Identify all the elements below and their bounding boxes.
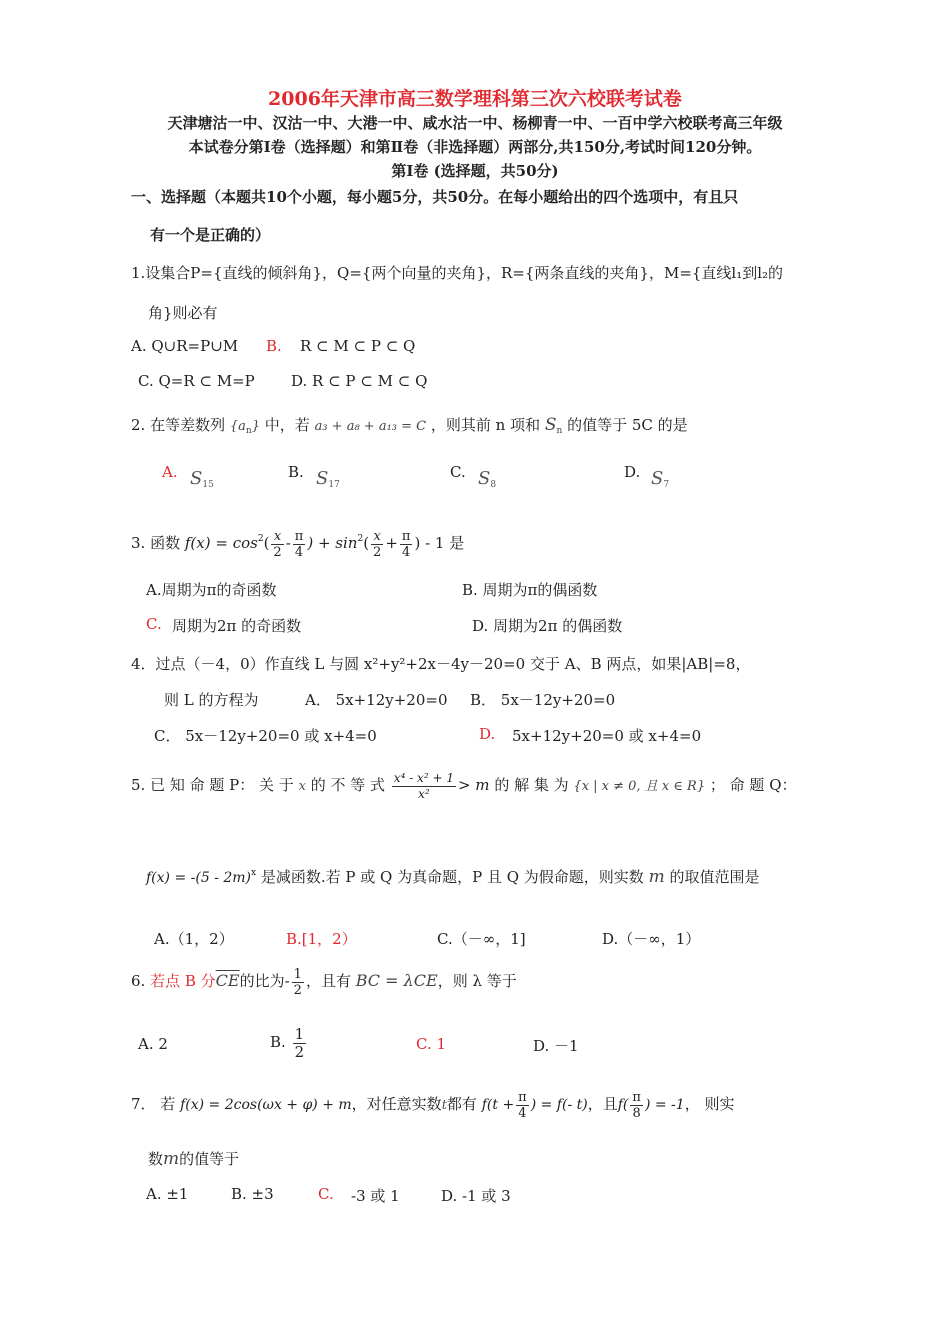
q3-option-a: A.周期为π的奇函数 xyxy=(146,581,277,599)
section-instructions-2: 有一个是正确的） xyxy=(150,226,271,244)
q6-equation: BC = λCE xyxy=(355,971,438,990)
q4-option-c: C． 5x－12y+20=0 或 x+4=0 xyxy=(154,727,377,745)
q6-pre: 6. xyxy=(131,972,146,990)
q1-option-b-label: B. xyxy=(266,337,282,355)
q6-num: 1 xyxy=(293,966,302,982)
q3-num: π xyxy=(401,528,411,544)
q3-open1: ( xyxy=(263,534,270,552)
q7-frac-pi4 xyxy=(516,1090,529,1121)
q5-mid: 的 不 等 式 xyxy=(310,776,386,794)
q7-stem-line1 xyxy=(131,1086,734,1124)
q4-option-b: B． 5x－12y+20=0 xyxy=(470,691,616,709)
q3-option-b: B. 周期为π的偶函数 xyxy=(462,581,598,599)
q2-option-d xyxy=(651,468,669,490)
q6-option-a: A. 2 xyxy=(138,1035,168,1053)
q2-sum-var: S xyxy=(544,415,557,435)
q2-pre: 2. 在等差数列 xyxy=(131,416,226,434)
q7-mid2: 都有 xyxy=(446,1095,477,1113)
q1-option-b: R ⊂ M ⊂ P ⊂ Q xyxy=(300,337,416,355)
q5-pre: 5. 已 知 命 题 P： 关 于 xyxy=(131,776,294,794)
q3-frac-x2a xyxy=(271,529,283,560)
q6-option-c: C. 1 xyxy=(416,1035,447,1053)
q3-frac-pi4b xyxy=(400,529,413,560)
q1-stem-line1: 1.设集合P={直线的倾斜角}，Q={两个向量的夹角}，R={两条直线的夹角}，M={直线l₁到l₂的 xyxy=(131,264,784,282)
q5-option-c: C.（－∞，1] xyxy=(437,930,526,948)
q5-stem-line1 xyxy=(131,766,797,806)
part1-heading: 第Ⅰ卷 (选择题，共50分) xyxy=(391,162,559,180)
q2-tail: 的值等于 5C 的是 xyxy=(567,416,688,434)
q3-minus: - xyxy=(285,534,291,552)
q3-num: π xyxy=(294,528,304,544)
q2-b-var: S xyxy=(316,468,329,489)
q6-post: ，且有 xyxy=(305,972,351,990)
q6-b-den: 2 xyxy=(294,1042,305,1061)
q2-condition: a₃ + a₈ + a₁₃ = C xyxy=(314,419,427,434)
q2-d-sub: 7 xyxy=(663,480,670,490)
q2-a-sub: 15 xyxy=(202,480,214,490)
q4-option-a: A． 5x+12y+20=0 xyxy=(305,691,448,709)
q6-den: 2 xyxy=(293,982,302,998)
q2-a-var: S xyxy=(190,468,203,489)
q7-cond1a: f(t + xyxy=(481,1097,515,1113)
q3-den: 4 xyxy=(402,544,411,560)
q5-line2-end: 的取值范围是 xyxy=(669,868,760,886)
q6-option-d: D. －1 xyxy=(533,1037,579,1055)
q4-option-d: 5x+12y+20=0 或 x+4=0 xyxy=(512,727,702,745)
q5-den: x² xyxy=(418,786,430,801)
q7-num: π xyxy=(632,1089,641,1105)
q3-num: x xyxy=(371,529,383,545)
q7-frac-pi8 xyxy=(630,1090,643,1121)
q7-den: 8 xyxy=(632,1105,641,1121)
q3-den: 2 xyxy=(273,544,282,560)
q5-gt: > m xyxy=(457,776,490,794)
q6-stem xyxy=(131,963,517,999)
q7-option-c: -3 或 1 xyxy=(351,1187,400,1205)
q5-option-a: A.（1，2） xyxy=(154,930,234,948)
q3-pre: 3. 函数 xyxy=(131,534,181,552)
q3-option-c: 周期为2π 的奇函数 xyxy=(172,617,302,635)
q7-line2-end: 的值等于 xyxy=(179,1150,240,1168)
q2-option-b-label: B. xyxy=(288,463,304,481)
q3-sq1: 2 xyxy=(257,534,264,544)
q7-post: ， 则实 xyxy=(684,1095,735,1113)
q5-set-text: x | x ≠ 0, 且 x ∈ R xyxy=(581,779,697,794)
q5-line2: 是减函数.若 P 或 Q 为真命题，P 且 Q 为假命题，则实数 xyxy=(260,868,644,886)
section-instructions-1: 一、选择题（本题共10个小题，每小题5分，共50分。在每小题给出的四个选项中，有且只 xyxy=(131,188,739,206)
q3-sq2: 2 xyxy=(357,534,364,544)
q2-seq-var: a xyxy=(238,419,246,434)
q3-num: x xyxy=(271,529,283,545)
q2-seq-sub: n xyxy=(245,426,252,436)
q1-stem-line2: 角}则必有 xyxy=(148,304,218,322)
q2-d-var: S xyxy=(651,468,664,489)
q5-fraction xyxy=(392,771,456,802)
q2-option-a-label: A. xyxy=(162,463,178,481)
q5-solution-set: {x | x ≠ 0, 且 x ∈ R} xyxy=(573,779,706,794)
q2-option-c xyxy=(478,468,496,490)
q1-option-d: D. R ⊂ P ⊂ M ⊂ Q xyxy=(291,372,428,390)
q7-m: m xyxy=(163,1149,180,1169)
q7-option-a: A. ±1 xyxy=(146,1185,189,1203)
q3-den: 4 xyxy=(294,544,304,560)
q6-b-label: B. xyxy=(270,1033,286,1051)
q6-mid: 的比为 xyxy=(239,972,285,990)
q1-option-a: A. Q∪R=P∪M xyxy=(131,337,239,355)
q2-option-d-label: D. xyxy=(624,463,641,481)
q2-stem xyxy=(131,414,688,436)
q7-option-b: B. ±3 xyxy=(231,1185,274,1203)
q2-option-a xyxy=(190,468,214,490)
q6-fraction xyxy=(292,967,304,998)
q3-option-d: D. 周期为2π 的偶函数 xyxy=(472,617,623,635)
q5-mid2: 的 解 集 为 xyxy=(494,776,569,794)
schools-line: 天津塘沽一中、汉沽一中、大港一中、咸水沽一中、杨柳青一中、一百中学六校联考高三年级 xyxy=(167,114,783,132)
q2-option-c-label: C. xyxy=(450,463,466,481)
q3-stem xyxy=(131,521,464,561)
q2-post: ，则其前 n 项和 xyxy=(430,416,541,434)
q2-option-b xyxy=(316,468,340,490)
q3-func: f(x) = cos xyxy=(184,534,258,552)
q3-plus: + xyxy=(385,534,398,552)
q6-red-text: 若点 B 分 xyxy=(150,972,216,990)
q5-m: m xyxy=(648,867,665,887)
q6-b-num: 1 xyxy=(294,1024,305,1043)
q7-func: f(x) = 2cos(ωx + φ) + m xyxy=(180,1097,352,1113)
q2-sequence: $\{a_n\}$ xyxy=(229,419,260,436)
q5-func-exp: x xyxy=(251,868,257,878)
q5-func: f(x) = -(5 - 2m) xyxy=(146,870,252,886)
q5-stem-line2 xyxy=(146,866,760,887)
q3-option-c-label: C. xyxy=(146,615,162,633)
q7-pre: 7． 若 xyxy=(131,1095,176,1113)
q7-option-c-label: C. xyxy=(318,1185,334,1203)
q2-b-sub: 17 xyxy=(328,480,340,490)
q2-sum-sub: n xyxy=(556,426,563,436)
q7-t: t xyxy=(441,1098,447,1113)
q7-den: 4 xyxy=(518,1105,527,1121)
q6-end: ，则 λ 等于 xyxy=(437,972,517,990)
q7-mid3: ，且 xyxy=(587,1095,618,1113)
q4-stem-line1: 4．过点（－4，0）作直线 L 与圆 x²+y²+2x－4y－20=0 交于 A、B 两点，如果|AB|=8， xyxy=(131,655,751,673)
q3-frac-x2b xyxy=(371,529,383,560)
q5-post: ； 命 题 Q： xyxy=(709,776,797,794)
q7-cond2a: f( xyxy=(617,1097,629,1113)
intro-line: 本试卷分第Ⅰ卷（选择题）和第Ⅱ卷（非选择题）两部分,共150分,考试时间120分钟。 xyxy=(188,138,762,156)
q3-sin: ) + sin xyxy=(307,534,358,552)
q7-mid: ，对任意实数 xyxy=(351,1095,442,1113)
q4-option-d-label: D. xyxy=(479,725,496,743)
q5-option-b: B.[1，2） xyxy=(286,930,357,948)
q2-c-sub: 8 xyxy=(490,480,497,490)
q3-frac-pi4a xyxy=(293,529,306,560)
q5-num: x⁴ - x² + 1 xyxy=(393,770,454,785)
q6-option-b xyxy=(270,1024,308,1061)
q6-vector-ce: $\overline{CE}$ xyxy=(215,971,240,990)
exam-title: 2006年天津市高三数学理科第三次六校联考试卷 xyxy=(268,88,682,110)
q7-cond2b: ) = -1 xyxy=(644,1097,685,1113)
q7-option-d: D. -1 或 3 xyxy=(441,1187,511,1205)
q7-stem-line2 xyxy=(148,1148,239,1169)
q5-x: x xyxy=(298,779,306,794)
q2-sum xyxy=(545,415,562,435)
q2-c-var: S xyxy=(478,468,491,489)
q2-mid: 中，若 xyxy=(264,416,310,434)
q4-stem-line2: 则 L 的方程为 xyxy=(164,691,259,709)
q6-minus: - xyxy=(284,972,290,990)
q3-end: ) - 1 是 xyxy=(414,534,465,552)
q3-den: 2 xyxy=(373,544,382,560)
q7-cond1b: ) = f(- t) xyxy=(530,1097,588,1113)
q5-option-d: D.（－∞，1） xyxy=(602,930,701,948)
q7-line2: 数 xyxy=(148,1150,164,1168)
q6-b-fraction xyxy=(293,1026,307,1061)
q1-option-c: C. Q=R ⊂ M=P xyxy=(138,372,255,390)
q7-num: π xyxy=(518,1089,527,1105)
q3-open2: ( xyxy=(363,534,370,552)
